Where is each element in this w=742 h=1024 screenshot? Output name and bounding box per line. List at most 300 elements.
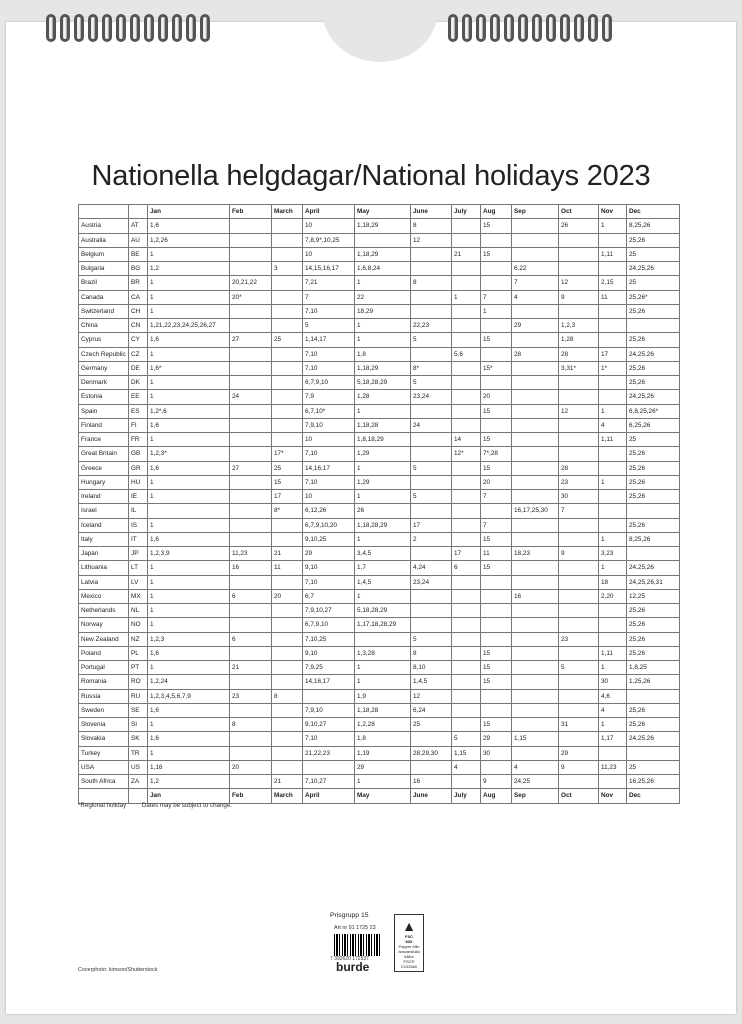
- table-row: [79, 361, 680, 375]
- article-number: Art nr 91 1725 23: [334, 925, 376, 931]
- country-name: Ireland: [79, 490, 129, 504]
- holiday-cell: [559, 532, 599, 546]
- country-code: HU: [129, 475, 148, 489]
- holiday-cell: 1,6: [148, 461, 230, 475]
- country-name: Russia: [79, 689, 129, 703]
- country-code: NO: [129, 618, 148, 632]
- table-row: [79, 547, 680, 561]
- holiday-cell: [599, 304, 627, 318]
- country-name: Germany: [79, 361, 129, 375]
- table-row: [79, 532, 680, 546]
- holiday-cell: [559, 646, 599, 660]
- holiday-cell: 10: [303, 490, 355, 504]
- holiday-cell: [452, 333, 481, 347]
- holiday-cell: [452, 689, 481, 703]
- holiday-cell: 8: [411, 646, 452, 660]
- holiday-cell: 5: [411, 632, 452, 646]
- holiday-cell: 6,22: [512, 262, 559, 276]
- holiday-cell: 1: [148, 390, 230, 404]
- holiday-cell: [355, 632, 411, 646]
- header-row: [79, 205, 680, 219]
- holiday-cell: 21,22,23: [303, 746, 355, 760]
- month-header: Sep: [512, 205, 559, 219]
- fsc-logo: [394, 914, 424, 972]
- holiday-cell: [272, 276, 303, 290]
- holiday-cell: 25,26: [627, 646, 680, 660]
- holiday-cell: 1: [148, 276, 230, 290]
- holiday-cell: [452, 404, 481, 418]
- holiday-cell: [272, 532, 303, 546]
- holiday-cell: 7: [303, 290, 355, 304]
- holiday-cell: [512, 646, 559, 660]
- binding-ring: [602, 14, 612, 42]
- holiday-cell: 12*: [452, 447, 481, 461]
- holiday-cell: 23: [230, 689, 272, 703]
- holiday-cell: [559, 604, 599, 618]
- holiday-cell: 3,23: [599, 547, 627, 561]
- holiday-cell: [303, 760, 355, 774]
- table-row: [79, 703, 680, 717]
- binding-ring: [476, 14, 486, 42]
- holiday-cell: [272, 518, 303, 532]
- holiday-cell: [230, 490, 272, 504]
- holiday-cell: 25,26: [627, 233, 680, 247]
- holiday-cell: [481, 618, 512, 632]
- holiday-cell: [452, 718, 481, 732]
- holiday-cell: 2: [411, 532, 452, 546]
- holiday-cell: 1: [599, 404, 627, 418]
- holiday-cell: 23: [559, 475, 599, 489]
- holiday-cell: [512, 689, 559, 703]
- barcode-digits: 7 392620 172537: [330, 956, 369, 962]
- holiday-cell: 1: [452, 290, 481, 304]
- country-code: SI: [129, 718, 148, 732]
- holiday-cell: 1,6: [148, 646, 230, 660]
- holiday-cell: 15: [481, 561, 512, 575]
- holiday-cell: [230, 418, 272, 432]
- holiday-cell: [303, 689, 355, 703]
- holiday-cell: [481, 632, 512, 646]
- holiday-cell: 6,7: [303, 589, 355, 603]
- country-name: Canada: [79, 290, 129, 304]
- holiday-cell: 25: [627, 760, 680, 774]
- holiday-cell: [272, 433, 303, 447]
- month-header: Jan: [148, 205, 230, 219]
- holiday-cell: [230, 732, 272, 746]
- country-name: China: [79, 319, 129, 333]
- country-name: Latvia: [79, 575, 129, 589]
- holiday-cell: [481, 589, 512, 603]
- holiday-cell: [599, 618, 627, 632]
- holiday-cell: [481, 319, 512, 333]
- country-code: BG: [129, 262, 148, 276]
- holiday-cell: 28: [512, 347, 559, 361]
- holiday-cell: 1: [148, 490, 230, 504]
- holiday-cell: [559, 418, 599, 432]
- brand-logo: burde: [336, 960, 370, 974]
- holiday-cell: [599, 233, 627, 247]
- holiday-cell: [272, 703, 303, 717]
- holiday-cell: 1: [148, 589, 230, 603]
- country-code: IL: [129, 504, 148, 518]
- barcode: [334, 934, 380, 956]
- holiday-cell: 7,10: [303, 361, 355, 375]
- holiday-cell: [512, 618, 559, 632]
- holiday-cell: 15: [481, 675, 512, 689]
- holiday-cell: [230, 475, 272, 489]
- holiday-cell: 5: [452, 732, 481, 746]
- table-row: [79, 461, 680, 475]
- holiday-cell: 11: [272, 561, 303, 575]
- holiday-cell: [512, 247, 559, 261]
- holiday-cell: 15: [481, 247, 512, 261]
- holiday-cell: 4,6: [599, 689, 627, 703]
- holiday-cell: 12: [559, 276, 599, 290]
- holiday-cell: 17: [452, 547, 481, 561]
- table-row: [79, 333, 680, 347]
- holiday-cell: 12: [559, 404, 599, 418]
- holiday-cell: [512, 219, 559, 233]
- holiday-cell: [272, 760, 303, 774]
- holiday-cell: 4,24: [411, 561, 452, 575]
- holidays-table: [78, 204, 680, 804]
- fsc-subtext: Papper från ansvarsfulla källor: [398, 944, 420, 959]
- holiday-cell: [452, 589, 481, 603]
- month-header: Jan: [148, 789, 230, 803]
- holiday-cell: [411, 604, 452, 618]
- binding-ring: [130, 14, 140, 42]
- holiday-cell: 5: [411, 461, 452, 475]
- holiday-cell: [452, 361, 481, 375]
- holiday-cell: 1,17: [599, 732, 627, 746]
- holiday-cell: 10: [303, 433, 355, 447]
- table-row: [79, 646, 680, 660]
- holiday-cell: 7: [481, 518, 512, 532]
- holiday-cell: 1,18,29: [355, 361, 411, 375]
- table-row: [79, 661, 680, 675]
- holiday-cell: [411, 247, 452, 261]
- holiday-cell: 14,16,17: [303, 675, 355, 689]
- binding-ring: [504, 14, 514, 42]
- holiday-cell: 1: [355, 333, 411, 347]
- month-header: Feb: [230, 789, 272, 803]
- holiday-cell: 1,4,5: [355, 575, 411, 589]
- holiday-cell: 23,24: [411, 390, 452, 404]
- holiday-cell: 5,18,28,29: [355, 376, 411, 390]
- holiday-cell: 1: [355, 661, 411, 675]
- holiday-cell: 3,4,5: [355, 547, 411, 561]
- holiday-cell: 2,20: [599, 589, 627, 603]
- holiday-cell: 1,28: [559, 333, 599, 347]
- holiday-cell: 7,10,25: [303, 632, 355, 646]
- holiday-cell: [512, 475, 559, 489]
- holiday-cell: 5: [559, 661, 599, 675]
- binding-ring: [518, 14, 528, 42]
- holiday-cell: 15*: [481, 361, 512, 375]
- holiday-cell: 4: [512, 760, 559, 774]
- holiday-cell: 5: [411, 490, 452, 504]
- holiday-cell: [452, 219, 481, 233]
- holiday-cell: [559, 247, 599, 261]
- holiday-cell: [559, 433, 599, 447]
- holiday-cell: 15: [481, 532, 512, 546]
- holiday-cell: [230, 319, 272, 333]
- holiday-cell: [272, 646, 303, 660]
- holiday-cell: 20: [481, 390, 512, 404]
- holiday-cell: 25,26: [627, 604, 680, 618]
- country-code: BE: [129, 247, 148, 261]
- holiday-cell: 25,26: [627, 333, 680, 347]
- country-name: Finland: [79, 418, 129, 432]
- holiday-cell: [599, 447, 627, 461]
- holiday-cell: [512, 718, 559, 732]
- country-code: MX: [129, 589, 148, 603]
- holiday-cell: [599, 746, 627, 760]
- holiday-cell: 14,15,16,17: [303, 262, 355, 276]
- holiday-cell: 1: [355, 461, 411, 475]
- country-code: RU: [129, 689, 148, 703]
- holiday-cell: [411, 589, 452, 603]
- holiday-cell: 7: [481, 490, 512, 504]
- holiday-cell: [452, 618, 481, 632]
- holiday-cell: 17*: [272, 447, 303, 461]
- holiday-cell: [512, 518, 559, 532]
- holiday-cell: 24,25: [512, 775, 559, 789]
- holiday-cell: [481, 233, 512, 247]
- table-row: [79, 233, 680, 247]
- binding-ring: [172, 14, 182, 42]
- holiday-cell: 24,25,26: [627, 390, 680, 404]
- blank-header-cell: [79, 789, 129, 803]
- table-row: [79, 447, 680, 461]
- holiday-cell: 1: [148, 718, 230, 732]
- table-row: [79, 732, 680, 746]
- holiday-cell: 15: [481, 219, 512, 233]
- holiday-cell: 1,17,18,28,29: [355, 618, 411, 632]
- holiday-cell: 8: [272, 689, 303, 703]
- holiday-cell: 24,25,26: [627, 561, 680, 575]
- country-name: Italy: [79, 532, 129, 546]
- country-code: PL: [129, 646, 148, 660]
- holiday-cell: 1: [355, 490, 411, 504]
- holiday-cell: 1,6: [148, 219, 230, 233]
- holiday-cell: 10: [303, 219, 355, 233]
- holiday-cell: [411, 290, 452, 304]
- holiday-cell: [512, 433, 559, 447]
- country-name: Turkey: [79, 746, 129, 760]
- holiday-cell: [411, 304, 452, 318]
- binding-rings-right: [448, 14, 612, 44]
- holiday-cell: [512, 675, 559, 689]
- holiday-cell: [411, 732, 452, 746]
- holiday-cell: 7,9,10,27: [303, 604, 355, 618]
- holiday-cell: 25: [627, 247, 680, 261]
- page-title: Nationella helgdagar/National holidays 2023: [91, 160, 651, 192]
- holiday-cell: 26: [559, 219, 599, 233]
- holiday-cell: [272, 732, 303, 746]
- holiday-cell: 3: [272, 262, 303, 276]
- holiday-cell: [512, 490, 559, 504]
- holiday-cell: [559, 703, 599, 717]
- table-row: [79, 433, 680, 447]
- country-code: SE: [129, 703, 148, 717]
- country-name: New Zealand: [79, 632, 129, 646]
- country-code: US: [129, 760, 148, 774]
- holiday-cell: [599, 461, 627, 475]
- country-code: IE: [129, 490, 148, 504]
- table-row: [79, 219, 680, 233]
- holiday-cell: 25,26: [627, 518, 680, 532]
- country-code: PT: [129, 661, 148, 675]
- binding-ring: [448, 14, 458, 42]
- holiday-cell: 1,18,28: [355, 418, 411, 432]
- table-row: [79, 604, 680, 618]
- holiday-cell: [411, 547, 452, 561]
- holiday-cell: 8,25,26: [627, 219, 680, 233]
- country-name: Australia: [79, 233, 129, 247]
- holiday-cell: 12: [411, 689, 452, 703]
- country-name: Netherlands: [79, 604, 129, 618]
- country-code: JP: [129, 547, 148, 561]
- blank-header-cell: [129, 205, 148, 219]
- holiday-cell: 1: [355, 775, 411, 789]
- holiday-cell: 4: [599, 703, 627, 717]
- holiday-cell: [272, 219, 303, 233]
- country-code: NL: [129, 604, 148, 618]
- country-name: Estonia: [79, 390, 129, 404]
- holiday-cell: 27: [230, 461, 272, 475]
- holiday-cell: 18,29: [355, 304, 411, 318]
- holiday-cell: 7,21: [303, 276, 355, 290]
- holiday-cell: 15: [272, 475, 303, 489]
- holiday-cell: 15: [481, 718, 512, 732]
- holiday-cell: 27: [230, 333, 272, 347]
- holiday-cell: [452, 418, 481, 432]
- holiday-cell: 25,26: [627, 461, 680, 475]
- month-header: March: [272, 205, 303, 219]
- holiday-cell: [481, 418, 512, 432]
- holiday-cell: 9,10,25: [303, 532, 355, 546]
- country-code: ZA: [129, 775, 148, 789]
- holiday-cell: [481, 347, 512, 361]
- holiday-cell: 29: [355, 760, 411, 774]
- table-row: [79, 304, 680, 318]
- binding-ring: [546, 14, 556, 42]
- holiday-cell: [272, 575, 303, 589]
- table-row: [79, 404, 680, 418]
- holiday-cell: [599, 518, 627, 532]
- holiday-cell: 29: [303, 547, 355, 561]
- holiday-cell: 25: [627, 433, 680, 447]
- table-row: [79, 418, 680, 432]
- holiday-cell: 25,26: [627, 304, 680, 318]
- table-row: [79, 319, 680, 333]
- holiday-cell: 1: [148, 376, 230, 390]
- holiday-cell: 10: [303, 247, 355, 261]
- binding-ring: [200, 14, 210, 42]
- holiday-cell: 8,10: [411, 661, 452, 675]
- holiday-cell: [452, 646, 481, 660]
- holiday-cell: [272, 376, 303, 390]
- holiday-cell: [599, 604, 627, 618]
- holiday-cell: [481, 689, 512, 703]
- holiday-cell: 7: [512, 276, 559, 290]
- holiday-cell: 6,7,9,10: [303, 376, 355, 390]
- country-code: BR: [129, 276, 148, 290]
- binding-ring: [144, 14, 154, 42]
- binding-ring: [532, 14, 542, 42]
- holiday-cell: 1,15: [452, 746, 481, 760]
- country-name: Japan: [79, 547, 129, 561]
- holiday-cell: [230, 618, 272, 632]
- holiday-cell: [452, 475, 481, 489]
- holiday-cell: [452, 504, 481, 518]
- holiday-cell: 21: [272, 547, 303, 561]
- holiday-cell: 18,23: [512, 547, 559, 561]
- holiday-cell: 1: [355, 675, 411, 689]
- holiday-cell: 1,18,28: [355, 703, 411, 717]
- holiday-cell: 1: [148, 575, 230, 589]
- holiday-cell: 24: [230, 390, 272, 404]
- holiday-cell: 8: [230, 718, 272, 732]
- holiday-cell: [559, 689, 599, 703]
- binding-ring: [186, 14, 196, 42]
- holiday-cell: 1: [148, 475, 230, 489]
- holiday-cell: 16: [230, 561, 272, 575]
- table-notes: [78, 802, 246, 809]
- holiday-cell: [452, 376, 481, 390]
- holiday-cell: 22: [355, 290, 411, 304]
- holiday-cell: [559, 675, 599, 689]
- table-row: [79, 490, 680, 504]
- holiday-cell: 1,14,17: [303, 333, 355, 347]
- holiday-cell: 20*: [230, 290, 272, 304]
- holiday-cell: 9: [559, 290, 599, 304]
- table-row: [79, 575, 680, 589]
- holiday-cell: [559, 732, 599, 746]
- country-name: France: [79, 433, 129, 447]
- holiday-cell: [627, 746, 680, 760]
- holiday-cell: [559, 518, 599, 532]
- country-code: LT: [129, 561, 148, 575]
- holiday-cell: [559, 561, 599, 575]
- holiday-cell: 9: [559, 547, 599, 561]
- price-group: Prisgrupp 15: [330, 912, 369, 919]
- holiday-cell: 20: [272, 589, 303, 603]
- holiday-cell: [599, 333, 627, 347]
- holiday-cell: 1,6: [148, 418, 230, 432]
- holiday-cell: [230, 361, 272, 375]
- holiday-cell: [512, 304, 559, 318]
- holiday-cell: [452, 262, 481, 276]
- holiday-cell: 22,23: [411, 319, 452, 333]
- holiday-cell: [559, 304, 599, 318]
- holiday-cell: 9,10: [303, 646, 355, 660]
- holiday-cell: 20: [230, 760, 272, 774]
- holiday-cell: 9,10,27: [303, 718, 355, 732]
- holiday-cell: [512, 661, 559, 675]
- holiday-cell: 1: [355, 589, 411, 603]
- country-code: SK: [129, 732, 148, 746]
- holiday-cell: 1: [148, 304, 230, 318]
- country-name: South Africa: [79, 775, 129, 789]
- country-name: Switzerland: [79, 304, 129, 318]
- holiday-cell: 14,16,17: [303, 461, 355, 475]
- holiday-cell: [599, 376, 627, 390]
- holiday-cell: 21: [452, 247, 481, 261]
- holiday-cell: 25,26: [627, 703, 680, 717]
- month-header: April: [303, 205, 355, 219]
